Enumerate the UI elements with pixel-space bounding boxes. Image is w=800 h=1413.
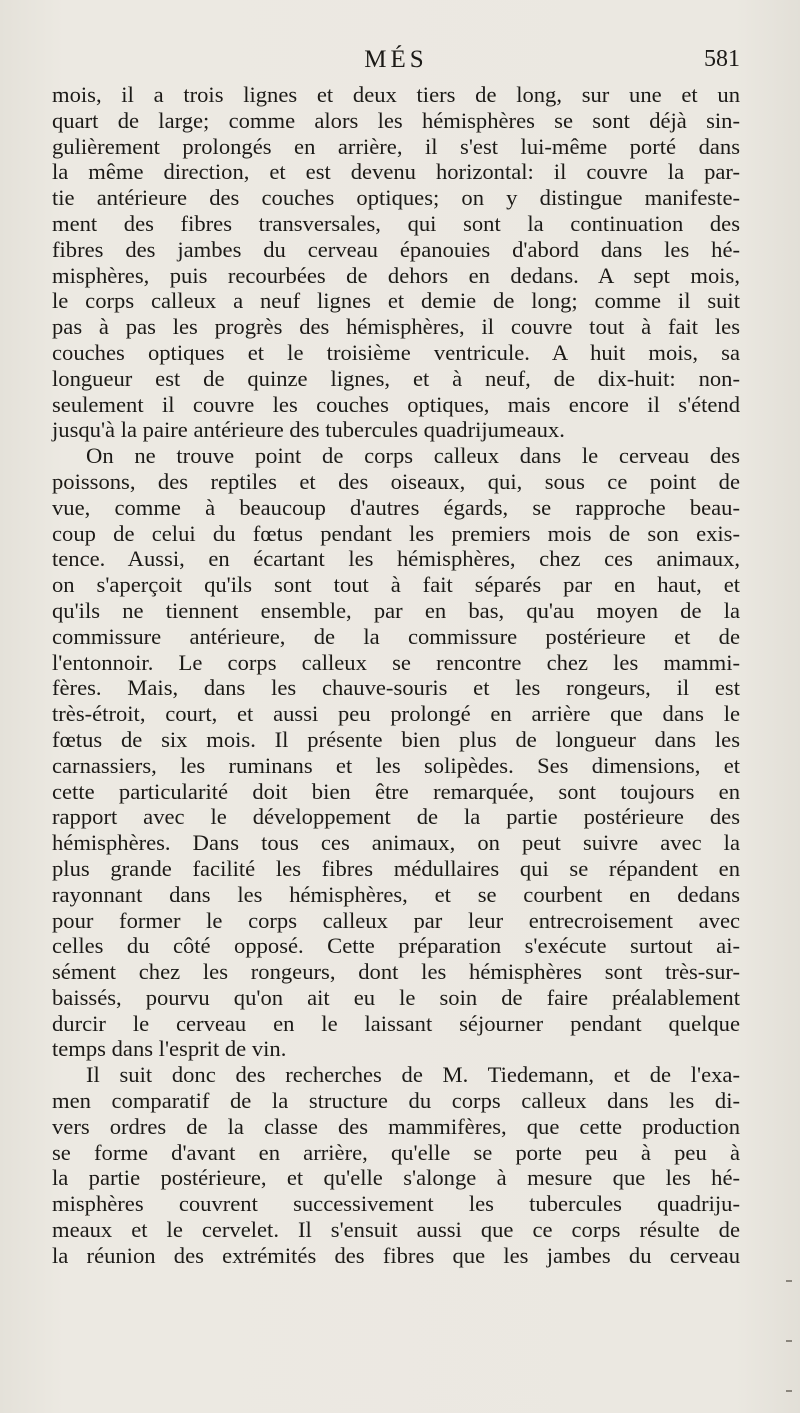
text-line: fibres des jambes du cerveau épanouies d'abord dans les hé- — [52, 236, 740, 262]
margin-mark — [786, 1280, 792, 1282]
text-line: plus grande facilité les fibres médullaires qui se répandent en — [52, 855, 740, 881]
body-text — [52, 82, 740, 1269]
text-line: poissons, des reptiles et des oiseaux, qui, sous ce point de — [52, 468, 740, 494]
text-line: temps dans l'esprit de vin. — [52, 1036, 287, 1062]
text-line: hémisphères. Dans tous ces animaux, on peut suivre avec la — [52, 830, 740, 856]
text-line: l'entonnoir. Le corps calleux se rencontre chez les mammi- — [52, 649, 740, 675]
text-line: longueur est de quinze lignes, et à neuf, de dix-huit: non- — [52, 365, 740, 391]
text-line: gulièrement prolongés en arrière, il s'est lui-même porté dans — [52, 133, 740, 159]
text-line: rayonnant dans les hémisphères, et se courbent en dedans — [52, 881, 740, 907]
text-line: la même direction, et est devenu horizontal: il couvre la par- — [52, 159, 740, 185]
paragraph-1 — [52, 82, 740, 443]
text-line: le corps calleux a neuf lignes et demie de long; comme il suit — [52, 288, 740, 314]
text-line: couches optiques et le troisième ventricule. A huit mois, sa — [52, 339, 740, 365]
paragraph-3 — [52, 1062, 740, 1268]
text-line: jusqu'à la paire antérieure des tubercules quadrijumeaux. — [52, 417, 565, 443]
text-line: sément chez les rongeurs, dont les hémisphères sont très-sur- — [52, 959, 740, 985]
paragraph-2 — [52, 443, 740, 1062]
text-line: celles du côté opposé. Cette préparation s'exécute surtout ai- — [52, 933, 740, 959]
text-line: pour former le corps calleux par leur entrecroisement avec — [52, 907, 740, 933]
text-line: rapport avec le développement de la partie postérieure des — [52, 804, 740, 830]
text-line: tie antérieure des couches optiques; on y distingue manifeste- — [52, 185, 740, 211]
text-line: qu'ils ne tiennent ensemble, par en bas, qu'au moyen de la — [52, 597, 740, 623]
text-line: baissés, pourvu qu'on ait eu le soin de faire préalablement — [52, 984, 740, 1010]
text-line: commissure antérieure, de la commissure postérieure et de — [52, 623, 740, 649]
text-line: fères. Mais, dans les chauve-souris et les rongeurs, il est — [52, 675, 740, 701]
page-header — [52, 46, 740, 80]
page-number: 581 — [704, 46, 740, 72]
text-line: cette particularité doit bien être remarquée, sont toujours en — [52, 778, 740, 804]
text-line: ment des fibres transversales, qui sont la continuation des — [52, 210, 740, 236]
text-line: On ne trouve point de corps calleux dans le cerveau des — [86, 443, 740, 469]
margin-mark — [786, 1390, 792, 1392]
text-line: pas à pas les progrès des hémisphères, il couvre tout à fait les — [52, 314, 740, 340]
text-line: misphères couvrent successivement les tubercules quadriju- — [52, 1191, 740, 1217]
margin-marks — [782, 1240, 792, 1400]
text-line: la partie postérieure, et qu'elle s'alonge à mesure que les hé- — [52, 1165, 740, 1191]
text-line: se forme d'avant en arrière, qu'elle se porte peu à peu à — [52, 1139, 740, 1165]
text-line: quart de large; comme alors les hémisphères se sont déjà sin- — [52, 107, 740, 133]
text-line: meaux et le cervelet. Il s'ensuit aussi que ce corps résulte de — [52, 1217, 740, 1243]
text-line: misphères, puis recourbées de dehors en dedans. A sept mois, — [52, 262, 740, 288]
text-line: la réunion des extrémités des fibres que les jambes du cerveau — [52, 1242, 740, 1268]
margin-mark — [786, 1340, 792, 1342]
text-line: vers ordres de la classe des mammifères, que cette production — [52, 1113, 740, 1139]
text-line: men comparatif de la structure du corps calleux dans les di- — [52, 1088, 740, 1114]
text-line: très-étroit, court, et aussi peu prolongé en arrière que dans le — [52, 701, 740, 727]
text-line: coup de celui du fœtus pendant les premiers mois de son exis- — [52, 520, 740, 546]
text-line: carnassiers, les ruminans et les solipèdes. Ses dimensions, et — [52, 752, 740, 778]
running-head: MÉS — [364, 46, 428, 73]
text-line: on s'aperçoit qu'ils sont tout à fait séparés par en haut, et — [52, 572, 740, 598]
text-line: vue, comme à beaucoup d'autres égards, se rapproche beau- — [52, 494, 740, 520]
text-line: durcir le cerveau en le laissant séjourner pendant quelque — [52, 1010, 740, 1036]
text-line: seulement il couvre les couches optiques, mais encore il s'étend — [52, 391, 740, 417]
text-line: fœtus de six mois. Il présente bien plus de longueur dans les — [52, 726, 740, 752]
text-line: tence. Aussi, en écartant les hémisphères, chez ces animaux, — [52, 546, 740, 572]
text-line: Il suit donc des recherches de M. Tiedemann, et de l'exa- — [86, 1062, 740, 1088]
text-line: mois, il a trois lignes et deux tiers de long, sur une et un — [52, 82, 740, 107]
